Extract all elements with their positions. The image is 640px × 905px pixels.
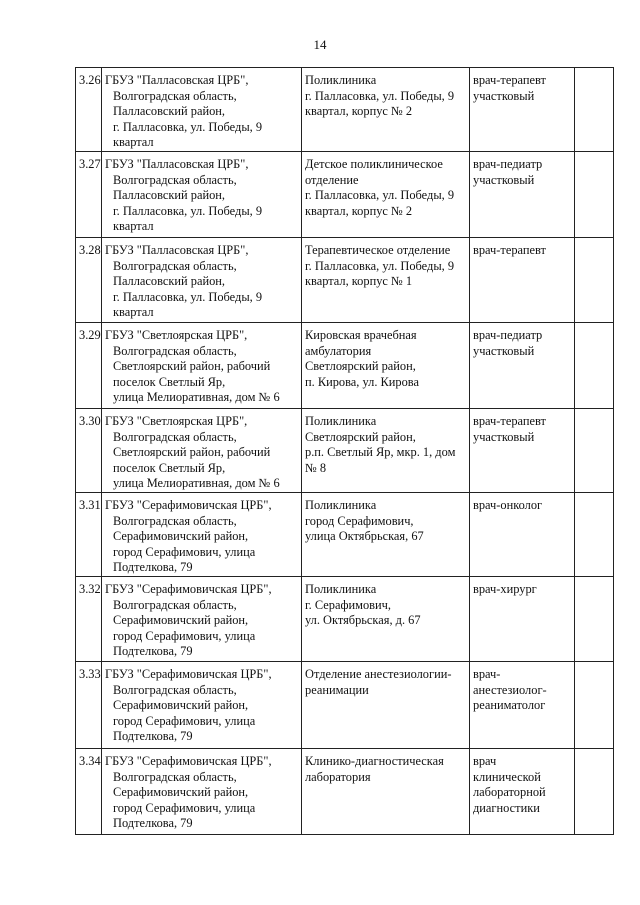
row-number-cell: 3.34 (76, 748, 102, 834)
organization-cell-line: Волгоградская область, (113, 258, 237, 273)
organization-cell-line: Подтелкова, 79 (113, 644, 193, 659)
position-cell-line: врач- (473, 666, 501, 681)
division-cell-line: Светлоярский район, (305, 359, 416, 374)
organization-cell-line: Серафимовичский район, (113, 529, 249, 544)
position-cell (470, 409, 575, 493)
organization-cell-line: Подтелкова, 79 (113, 816, 193, 831)
division-cell (302, 323, 470, 409)
organization-cell-line: г. Палласовка, ул. Победы, 9 (113, 119, 263, 134)
table-row (76, 409, 614, 493)
position-cell-line: участковый (473, 429, 535, 444)
organization-cell-line: Подтелкова, 79 (113, 729, 193, 744)
position-cell-line: клинической (473, 769, 541, 784)
table-row (76, 661, 614, 748)
organization-cell-line: Волгоградская область, (113, 513, 237, 528)
position-cell-line: врач-терапевт (473, 414, 546, 428)
organization-cell-line: Волгоградская область, (113, 172, 237, 187)
organization-cell-line: Палласовский район, (113, 274, 226, 289)
division-cell (302, 576, 470, 661)
division-cell-line: отделение (305, 172, 359, 187)
division-cell-line: амбулатория (305, 343, 372, 358)
organization-cell-line: поселок Светлый Яр, (113, 460, 226, 475)
division-cell-line: лаборатория (305, 769, 371, 784)
organization-cell-line: улица Мелиоративная, дом № 6 (113, 476, 280, 491)
organization-cell-line: ГБУЗ "Серафимовичская ЦРБ", (105, 753, 272, 768)
organization-cell-line: улица Мелиоративная, дом № 6 (113, 390, 280, 405)
position-cell (470, 68, 575, 152)
organization-cell-line: Волгоградская область, (113, 343, 237, 358)
organization-cell (102, 492, 302, 576)
organization-cell-line: г. Палласовка, ул. Победы, 9 (113, 203, 263, 218)
empty-cell (575, 409, 614, 493)
division-cell-line: реанимации (305, 682, 369, 697)
organization-cell-line: город Серафимович, улица (113, 800, 256, 815)
row-number-cell: 3.32 (76, 576, 102, 661)
position-cell-line: врач-онколог (473, 497, 543, 512)
organization-cell-line: Волгоградская область, (113, 88, 237, 103)
division-cell-line: Поликлиника (305, 581, 377, 596)
organization-cell-line: ГБУЗ "Серафимовичская ЦРБ", (105, 497, 272, 512)
table-row (76, 68, 614, 152)
organization-cell-line: Волгоградская область, (113, 597, 237, 612)
division-cell-line: город Серафимович, (305, 513, 414, 528)
division-cell-line: Светлоярский район, (305, 429, 416, 444)
position-cell (470, 238, 575, 323)
table-body (76, 68, 614, 835)
position-cell (470, 323, 575, 409)
page-number: 14 (313, 37, 327, 52)
division-cell-line: Терапевтическое отделение (305, 243, 451, 257)
organization-cell (102, 409, 302, 493)
division-cell-line: квартал, корпус № 1 (305, 274, 413, 289)
row-number-cell: 3.28 (76, 238, 102, 323)
division-cell (302, 68, 470, 152)
division-cell-line: г. Палласовка, ул. Победы, 9 (305, 88, 455, 103)
organization-cell (102, 576, 302, 661)
table-row (76, 238, 614, 323)
position-cell-line: участковый (473, 172, 535, 187)
position-cell-line: участковый (473, 343, 535, 358)
division-cell-line: № 8 (305, 460, 327, 475)
table-row (76, 152, 614, 238)
division-cell (302, 409, 470, 493)
division-cell (302, 492, 470, 576)
division-cell-line: улица Октябрьская, 67 (305, 529, 424, 544)
organization-cell-line: квартал (113, 135, 154, 150)
organization-cell-line: квартал (113, 219, 154, 234)
position-cell-line: врач-хирург (473, 581, 537, 596)
empty-cell (575, 152, 614, 238)
organization-cell-line: квартал (113, 305, 154, 320)
organization-cell-line: ГБУЗ "Светлоярская ЦРБ", (105, 414, 248, 428)
organization-cell (102, 661, 302, 748)
organization-cell-line: Серафимовичский район, (113, 613, 249, 628)
division-cell-line: квартал, корпус № 2 (305, 104, 413, 119)
division-cell-line: ул. Октябрьская, д. 67 (305, 613, 421, 628)
organization-cell (102, 748, 302, 834)
row-number-cell: 3.29 (76, 323, 102, 409)
table-row (76, 323, 614, 409)
organization-cell-line: город Серафимович, улица (113, 628, 256, 643)
division-cell-line: Детское поликлиническое (305, 157, 443, 171)
division-cell-line: Клинико-диагностическая (305, 753, 444, 768)
position-cell-line: врач (473, 753, 497, 768)
position-cell (470, 152, 575, 238)
division-cell-line: р.п. Светлый Яр, мкр. 1, дом (305, 445, 456, 460)
organization-cell-line: ГБУЗ "Серафимовичская ЦРБ", (105, 666, 272, 681)
position-cell (470, 748, 575, 834)
organization-cell (102, 68, 302, 152)
organization-cell-line: ГБУЗ "Серафимовичская ЦРБ", (105, 581, 272, 596)
division-cell-line: п. Кирова, ул. Кирова (305, 374, 419, 389)
organization-cell-line: Серафимовичский район, (113, 698, 249, 713)
division-cell-line: Кировская врачебная (305, 328, 417, 342)
division-cell-line: г. Палласовка, ул. Победы, 9 (305, 188, 455, 203)
empty-cell (575, 576, 614, 661)
empty-cell (575, 748, 614, 834)
division-cell (302, 661, 470, 748)
organization-cell-line: г. Палласовка, ул. Победы, 9 (113, 289, 263, 304)
position-cell-line: врач-педиатр (473, 328, 543, 342)
organization-cell-line: Палласовский район, (113, 188, 226, 203)
organization-cell-line: Светлоярский район, рабочий (113, 445, 271, 460)
division-cell-line: Поликлиника (305, 497, 377, 512)
position-cell-line: анестезиолог- (473, 682, 547, 697)
division-cell-line: Поликлиника (305, 73, 377, 87)
division-cell-line: г. Серафимович, (305, 597, 391, 612)
position-cell-line: реаниматолог (473, 698, 546, 713)
row-number-cell: 3.30 (76, 409, 102, 493)
position-cell-line: врач-терапевт (473, 73, 546, 87)
table-row (76, 492, 614, 576)
empty-cell (575, 661, 614, 748)
organization-cell (102, 323, 302, 409)
division-cell-line: г. Палласовка, ул. Победы, 9 (305, 258, 455, 273)
division-cell (302, 238, 470, 323)
row-number-cell: 3.31 (76, 492, 102, 576)
organization-cell-line: Подтелкова, 79 (113, 560, 193, 575)
organization-cell-line: ГБУЗ "Палласовская ЦРБ", (105, 157, 249, 171)
empty-cell (575, 492, 614, 576)
row-number-cell: 3.26 (76, 68, 102, 152)
empty-cell (575, 68, 614, 152)
organization-cell-line: поселок Светлый Яр, (113, 374, 226, 389)
position-cell-line: диагностики (473, 800, 540, 815)
table-row (76, 748, 614, 834)
empty-cell (575, 323, 614, 409)
organization-cell-line: ГБУЗ "Палласовская ЦРБ", (105, 243, 249, 257)
position-cell-line: врач-педиатр (473, 157, 543, 171)
organization-cell (102, 152, 302, 238)
position-cell-line: лабораторной (473, 785, 546, 800)
organization-cell-line: Волгоградская область, (113, 682, 237, 697)
organization-cell-line: ГБУЗ "Светлоярская ЦРБ", (105, 328, 248, 342)
organization-cell (102, 238, 302, 323)
division-cell (302, 152, 470, 238)
organization-cell-line: город Серафимович, улица (113, 544, 256, 559)
row-number-cell: 3.33 (76, 661, 102, 748)
position-cell (470, 576, 575, 661)
staff-table (75, 67, 614, 835)
organization-cell-line: Волгоградская область, (113, 429, 237, 444)
organization-cell-line: ГБУЗ "Палласовская ЦРБ", (105, 73, 249, 87)
division-cell-line: Поликлиника (305, 414, 377, 428)
position-cell (470, 492, 575, 576)
division-cell-line: Отделение анестезиологии- (305, 666, 452, 681)
division-cell-line: квартал, корпус № 2 (305, 203, 413, 218)
position-cell (470, 661, 575, 748)
empty-cell (575, 238, 614, 323)
position-cell-line: врач-терапевт (473, 243, 546, 257)
organization-cell-line: Волгоградская область, (113, 769, 237, 784)
division-cell (302, 748, 470, 834)
row-number-cell: 3.27 (76, 152, 102, 238)
table-row (76, 576, 614, 661)
organization-cell-line: Серафимовичский район, (113, 785, 249, 800)
organization-cell-line: город Серафимович, улица (113, 713, 256, 728)
organization-cell-line: Светлоярский район, рабочий (113, 359, 271, 374)
organization-cell-line: Палласовский район, (113, 104, 226, 119)
position-cell-line: участковый (473, 88, 535, 103)
